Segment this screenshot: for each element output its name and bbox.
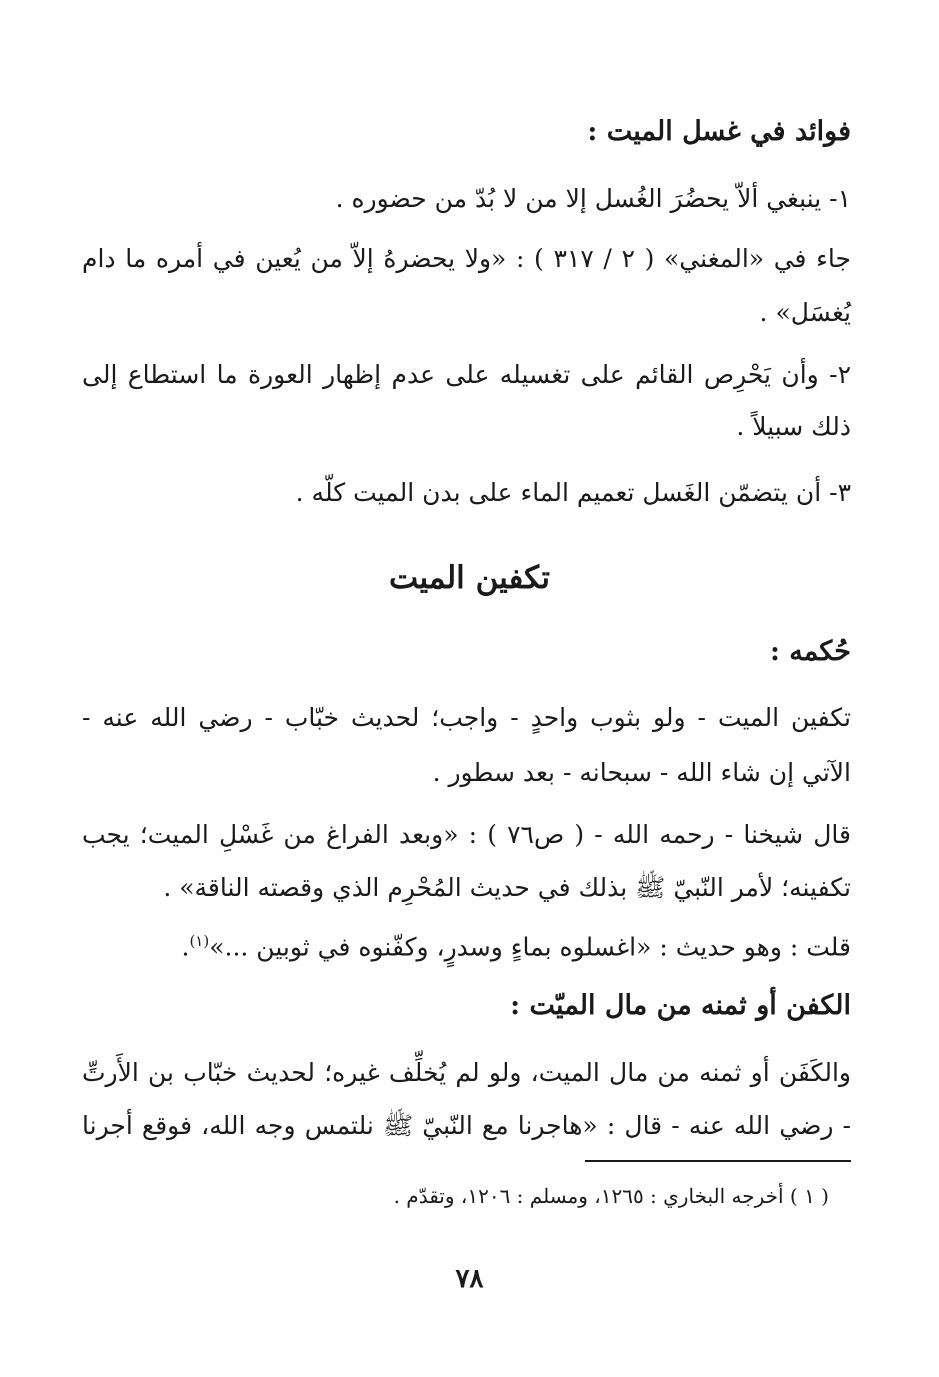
fawaid-heading: فوائد في غسل الميت : [587, 116, 851, 147]
point-1: ١- ينبغي ألاّ يحضُرَ الغُسل إلا من لا بُدّ من حضوره . [335, 184, 851, 213]
kafan-line-1: والكَفَن أو ثمنه من مال الميت، ولو لم يُخلِّف غيره؛ لحديث خبّاب بن الأَرتِّ [82, 1058, 851, 1087]
shaykh-quote-line-1: قال شيخنا - رحمه الله - ( ص٧٦ ) : «وبعد الفراغ من غَسْلِ الميت؛ يجب [82, 820, 851, 849]
point-2-line-2: ذلك سبيلاً . [736, 412, 851, 441]
footnote: ( ١ ) أخرجه البخاري : ١٢٦٥، ومسلم : ١٢٠٦، وتقدّم . [393, 1184, 829, 1208]
qultu-text: قلت : وهو حديث : «اغسلوه بماءٍ وسدرٍ، وكفّنوه في ثوبين ...» [209, 932, 851, 962]
point-2-line-1: ٢- وأن يَحْرِص القائم على تغسيله على عدم إظهار العورة ما استطاع إلى [82, 360, 851, 389]
footnote-separator [585, 1160, 851, 1162]
hukm-heading: حُكمه : [769, 636, 851, 667]
shaykh-quote-line-2: تكفينه؛ لأمر النّبيّ ﷺ بذلك في حديث المُحْرِم الذي وقصته الناقة» . [163, 873, 851, 902]
qultu-end: . [181, 932, 190, 962]
hukm-line-1: تكفين الميت - ولو بثوب واحدٍ - واجب؛ لحديث خبّاب - رضي الله عنه - [82, 703, 851, 732]
kafan-line-2: - رضي الله عنه - قال : «هاجرنا مع النّبيّ ﷺ نلتمس وجه الله، فوقع أجرنا [82, 1111, 851, 1140]
qultu-line [82, 932, 851, 961]
point-3: ٣- أن يتضمّن الغَسل تعميم الماء على بدن الميت كلّه . [295, 478, 851, 507]
mughni-quote-line-2: يُغسَل» . [759, 298, 851, 327]
takfeen-title: تكفين الميت [389, 560, 550, 596]
kafan-heading: الكفن أو ثمنه من مال الميّت : [510, 990, 851, 1021]
hukm-line-2: الآتي إن شاء الله - سبحانه - بعد سطور . [432, 758, 851, 787]
mughni-quote-line-1: جاء في «المغني» ( ٢ / ٣١٧ ) : «ولا يحضرهُ إلاّ من يُعين في أمره ما دام [82, 244, 851, 273]
footnote-ref[interactable]: (١) [189, 932, 210, 950]
page-number: ٧٨ [455, 1264, 484, 1294]
